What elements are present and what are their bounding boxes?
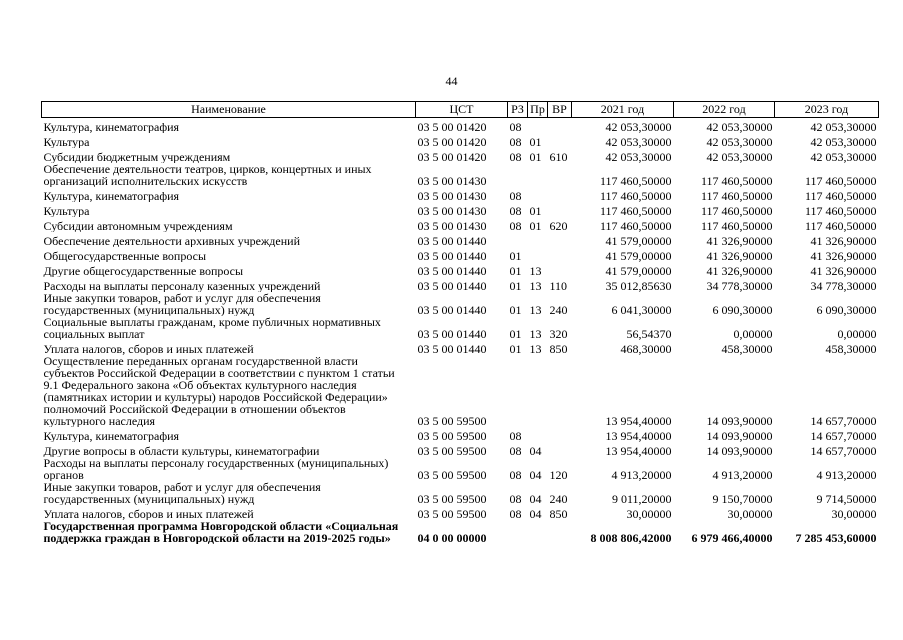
row-pr (528, 427, 548, 442)
table-row (42, 457, 879, 481)
row-vr (548, 133, 572, 148)
row-pr: 04 (529, 443, 542, 457)
row-cst: 03 5 00 59500 (417, 443, 487, 457)
row-rz (508, 520, 528, 544)
table-row (42, 340, 879, 355)
row-pr (528, 118, 548, 133)
row-name: Иные закупки товаров, работ и услуг для обеспечения государственных (муниципальных) нужд (43, 480, 321, 505)
row-cst: 03 5 00 01420 (417, 119, 487, 133)
row-value-2021: 4 913,20000 (611, 467, 672, 481)
row-value-2021: 468,30000 (620, 341, 672, 355)
table-row (42, 202, 879, 217)
row-value-2022: 42 053,30000 (706, 119, 773, 133)
row-value-2023: 41 326,90000 (810, 233, 877, 247)
row-pr: 04 (529, 506, 542, 520)
table-row (42, 292, 879, 316)
row-value-2022: 41 326,90000 (706, 263, 773, 277)
row-name: Культура, кинематография (43, 188, 180, 202)
row-cst: 04 0 00 00000 (417, 530, 487, 544)
row-value-2021: 41 579,00000 (605, 263, 672, 277)
row-name: Общегосударственные вопросы (43, 248, 207, 262)
row-pr: 13 (529, 278, 542, 292)
row-name: Уплата налогов, сборов и иных платежей (43, 341, 254, 355)
row-value-2023: 458,30000 (825, 341, 877, 355)
table-row (42, 316, 879, 340)
row-vr: 320 (549, 326, 568, 340)
header-cst: ЦСТ (416, 102, 508, 118)
table-row (42, 262, 879, 277)
row-rz: 01 (509, 263, 522, 277)
row-cst: 03 5 00 01440 (417, 263, 487, 277)
row-name: Обеспечение деятельности архивных учреждений (43, 233, 300, 247)
table-row (42, 118, 879, 133)
table-row (42, 187, 879, 202)
row-pr: 04 (529, 467, 542, 481)
row-cst: 03 5 00 01440 (417, 278, 487, 292)
budget-table (41, 101, 879, 544)
row-vr (548, 427, 572, 442)
row-pr (528, 232, 548, 247)
row-name: Государственная программа Новгородской области «Социальная поддержка граждан в Новгородской области на 2019-2025 годы» (43, 519, 399, 544)
row-vr (548, 355, 572, 427)
row-cst: 03 5 00 01430 (417, 188, 487, 202)
row-rz: 08 (509, 188, 522, 202)
row-value-2021: 117 460,50000 (599, 218, 672, 232)
row-value-2021: 117 460,50000 (599, 203, 672, 217)
row-vr (548, 520, 572, 544)
table-row (42, 232, 879, 247)
row-value-2023: 117 460,50000 (804, 188, 877, 202)
row-vr (548, 442, 572, 457)
row-rz: 08 (509, 134, 522, 148)
row-rz: 08 (509, 218, 522, 232)
row-pr: 13 (529, 326, 542, 340)
row-vr: 240 (549, 491, 568, 505)
row-vr: 610 (549, 149, 568, 163)
row-rz: 01 (509, 341, 522, 355)
row-cst: 03 5 00 59500 (417, 413, 487, 427)
row-value-2022: 9 150,70000 (712, 491, 773, 505)
row-name: Расходы на выплаты персоналу казенных учреждений (43, 278, 321, 292)
row-pr: 13 (529, 302, 542, 316)
row-name: Уплата налогов, сборов и иных платежей (43, 506, 254, 520)
row-pr (528, 355, 548, 427)
row-cst: 03 5 00 01430 (417, 203, 487, 217)
row-value-2022: 41 326,90000 (706, 233, 773, 247)
row-name: Иные закупки товаров, работ и услуг для обеспечения государственных (муниципальных) нужд (43, 291, 321, 316)
row-cst: 03 5 00 59500 (417, 491, 487, 505)
row-vr: 110 (549, 278, 568, 292)
row-name: Культура, кинематография (43, 119, 180, 133)
row-value-2022: 42 053,30000 (706, 149, 773, 163)
row-value-2022: 117 460,50000 (700, 188, 773, 202)
row-cst: 03 5 00 59500 (417, 467, 487, 481)
row-pr: 04 (529, 491, 542, 505)
table-row (42, 163, 879, 187)
row-cst: 03 5 00 59500 (417, 506, 487, 520)
row-cst: 03 5 00 01420 (417, 134, 487, 148)
row-name: Культура (43, 203, 90, 217)
row-value-2023: 9 714,50000 (816, 491, 877, 505)
row-pr (528, 247, 548, 262)
row-cst: 03 5 00 01440 (417, 302, 487, 316)
header-rz: РЗ (508, 102, 528, 118)
row-vr (548, 163, 572, 187)
row-vr (548, 232, 572, 247)
row-value-2023: 14 657,70000 (810, 428, 877, 442)
row-value-2022: 0,00000 (733, 326, 773, 340)
row-value-2023: 7 285 453,60000 (795, 530, 877, 544)
row-pr: 01 (529, 218, 542, 232)
row-vr: 850 (549, 341, 568, 355)
row-name: Субсидии бюджетным учреждениям (43, 149, 231, 163)
row-name: Расходы на выплаты персоналу государственных (муниципальных) органов (43, 456, 389, 481)
row-rz: 01 (509, 326, 522, 340)
row-rz: 01 (509, 302, 522, 316)
row-value-2022: 42 053,30000 (706, 134, 773, 148)
row-pr: 01 (529, 134, 542, 148)
row-value-2023: 0,00000 (837, 326, 877, 340)
row-name: Социальные выплаты гражданам, кроме публичных нормативных социальных выплат (43, 315, 381, 340)
table-row (42, 133, 879, 148)
row-value-2022: 6 090,30000 (712, 302, 773, 316)
row-rz: 08 (509, 119, 522, 133)
row-value-2022: 14 093,90000 (706, 413, 773, 427)
row-vr: 620 (549, 218, 568, 232)
row-vr: 850 (549, 506, 568, 520)
row-rz: 08 (509, 428, 522, 442)
table-row (42, 505, 879, 520)
row-rz (508, 163, 528, 187)
row-pr: 01 (529, 149, 542, 163)
table-body (42, 118, 879, 544)
row-value-2021: 8 008 806,42000 (590, 530, 672, 544)
row-value-2022: 117 460,50000 (700, 218, 773, 232)
table-row (42, 247, 879, 262)
header-vr: ВР (548, 102, 572, 118)
row-value-2022: 117 460,50000 (700, 173, 773, 187)
row-cst: 03 5 00 01430 (417, 218, 487, 232)
header-pr: Пр (528, 102, 548, 118)
row-value-2023: 117 460,50000 (804, 203, 877, 217)
row-rz: 08 (509, 506, 522, 520)
row-rz: 08 (509, 203, 522, 217)
table-row (42, 481, 879, 505)
row-value-2021: 13 954,40000 (605, 413, 672, 427)
table-row (42, 217, 879, 232)
header-name: Наименование (42, 102, 416, 118)
row-value-2021: 56,54370 (626, 326, 672, 340)
row-name: Другие вопросы в области культуры, кинематографии (43, 443, 320, 457)
row-value-2022: 30,00000 (727, 506, 773, 520)
row-name: Культура, кинематография (43, 428, 180, 442)
row-value-2021: 42 053,30000 (605, 119, 672, 133)
row-pr (528, 520, 548, 544)
row-value-2021: 30,00000 (626, 506, 672, 520)
row-value-2022: 4 913,20000 (712, 467, 773, 481)
row-vr (548, 202, 572, 217)
row-rz: 01 (509, 278, 522, 292)
row-cst: 03 5 00 59500 (417, 428, 487, 442)
row-value-2021: 117 460,50000 (599, 173, 672, 187)
row-name: Обеспечение деятельности театров, цирков, концертных и иных организаций исполнительских искусств (43, 162, 372, 187)
row-value-2023: 117 460,50000 (804, 218, 877, 232)
table-row (42, 520, 879, 544)
row-value-2021: 117 460,50000 (599, 188, 672, 202)
row-vr (548, 187, 572, 202)
row-name: Субсидии автономным учреждениям (43, 218, 233, 232)
row-value-2021: 13 954,40000 (605, 443, 672, 457)
row-value-2021: 41 579,00000 (605, 233, 672, 247)
table-header-row (42, 102, 879, 118)
row-value-2022: 6 979 466,40000 (691, 530, 773, 544)
row-vr (548, 262, 572, 277)
row-value-2022: 34 778,30000 (706, 278, 773, 292)
row-cst: 03 5 00 01440 (417, 341, 487, 355)
row-value-2023: 14 657,70000 (810, 413, 877, 427)
row-cst: 03 5 00 01440 (417, 248, 487, 262)
row-cst: 03 5 00 01420 (417, 149, 487, 163)
row-vr: 240 (549, 302, 568, 316)
table-row (42, 442, 879, 457)
row-rz: 08 (509, 467, 522, 481)
row-pr (528, 163, 548, 187)
row-value-2021: 13 954,40000 (605, 428, 672, 442)
row-vr (548, 118, 572, 133)
row-value-2023: 14 657,70000 (810, 443, 877, 457)
row-value-2022: 41 326,90000 (706, 248, 773, 262)
row-value-2021: 6 041,30000 (611, 302, 672, 316)
row-cst: 03 5 00 01440 (417, 233, 487, 247)
row-value-2021: 42 053,30000 (605, 134, 672, 148)
row-rz (508, 232, 528, 247)
table-row (42, 277, 879, 292)
header-2023: 2023 год (775, 102, 879, 118)
header-2022: 2022 год (674, 102, 775, 118)
row-vr: 120 (549, 467, 568, 481)
row-rz: 01 (509, 248, 522, 262)
row-vr (548, 247, 572, 262)
row-cst: 03 5 00 01440 (417, 326, 487, 340)
row-value-2023: 42 053,30000 (810, 134, 877, 148)
row-value-2022: 458,30000 (721, 341, 773, 355)
row-value-2023: 42 053,30000 (810, 149, 877, 163)
page-number: 44 (445, 74, 458, 88)
row-value-2023: 34 778,30000 (810, 278, 877, 292)
row-value-2023: 6 090,30000 (816, 302, 877, 316)
row-rz (508, 355, 528, 427)
header-2021: 2021 год (572, 102, 674, 118)
row-value-2023: 41 326,90000 (810, 248, 877, 262)
row-value-2023: 4 913,20000 (816, 467, 877, 481)
row-value-2023: 41 326,90000 (810, 263, 877, 277)
row-value-2021: 35 012,85630 (605, 278, 672, 292)
row-value-2022: 14 093,90000 (706, 428, 773, 442)
row-value-2022: 14 093,90000 (706, 443, 773, 457)
row-value-2022: 117 460,50000 (700, 203, 773, 217)
row-rz: 08 (509, 149, 522, 163)
row-cst: 03 5 00 01430 (417, 173, 487, 187)
row-name: Культура (43, 134, 90, 148)
table-row (42, 355, 879, 427)
row-rz: 08 (509, 443, 522, 457)
row-pr: 01 (529, 203, 542, 217)
row-name: Осуществление переданных органам государственной власти субъектов Российской Федерации в соответствии с пунктом 1 статьи 9.1 Федерального закона «Об объектах культурного наследия (памятниках истории и культуры) народов Российской Федерации» полномочий Российской Федерации в отношении объектов культурного наследия (43, 354, 395, 427)
row-pr: 13 (529, 341, 542, 355)
row-value-2023: 30,00000 (831, 506, 877, 520)
row-value-2021: 41 579,00000 (605, 248, 672, 262)
row-value-2023: 42 053,30000 (810, 119, 877, 133)
row-value-2023: 117 460,50000 (804, 173, 877, 187)
row-pr (528, 187, 548, 202)
row-name: Другие общегосударственные вопросы (43, 263, 244, 277)
row-rz: 08 (509, 491, 522, 505)
row-value-2021: 9 011,20000 (611, 491, 672, 505)
table-row (42, 148, 879, 163)
table-row (42, 427, 879, 442)
row-value-2021: 42 053,30000 (605, 149, 672, 163)
row-pr: 13 (529, 263, 542, 277)
